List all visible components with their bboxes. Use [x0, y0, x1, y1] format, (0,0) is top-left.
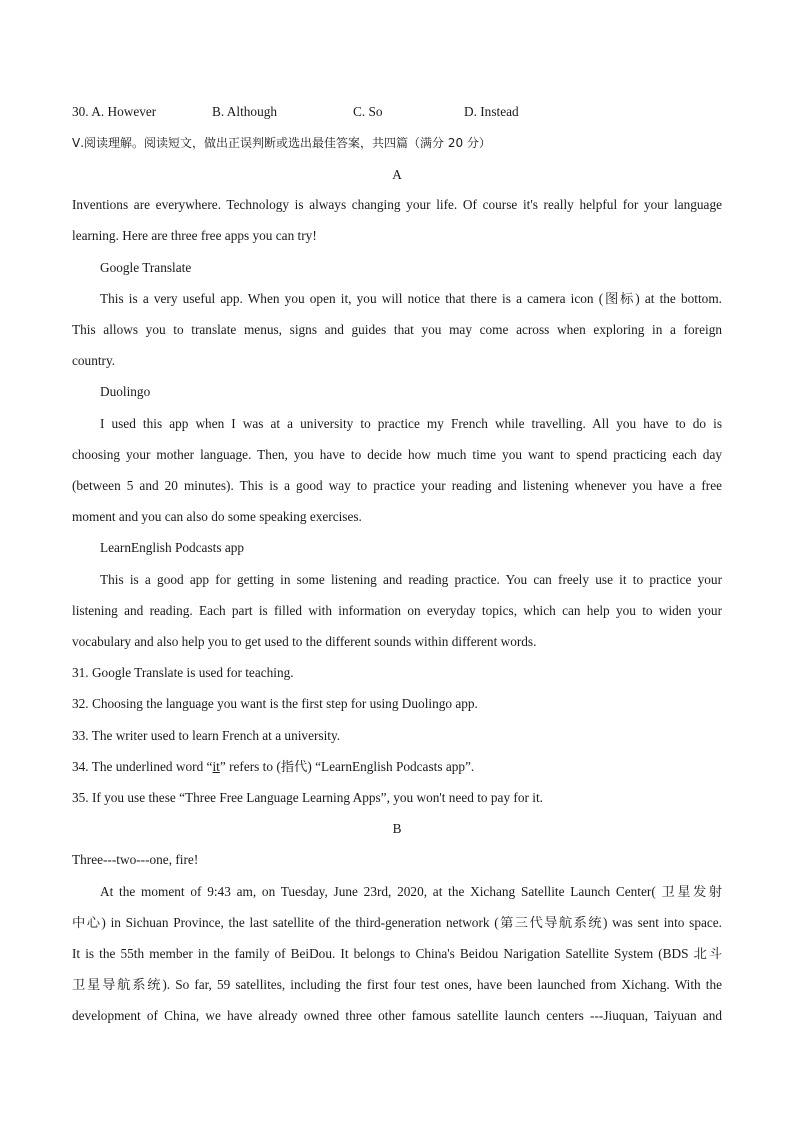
app-title-google-translate: Google Translate	[100, 260, 192, 275]
passage-a-line: vocabulary and also help you to get used to the different sounds within different words.	[72, 634, 537, 649]
passage-a-line: This allows you to translate menus, signs and guides that you may come across when exploring in a foreign	[72, 322, 722, 337]
question-32: 32. Choosing the language you want is the first step for using Duolingo app.	[72, 696, 478, 711]
passage-b-line: 中心) in Sichuan Province, the last satellite of the third-generation network (第三代导航系统) was sent into space.	[72, 915, 722, 930]
q30-option-d: D. Instead	[464, 104, 519, 119]
passage-a-line: This is a good app for getting in some listening and reading practice. You can freely use it to practice your	[100, 572, 722, 587]
q30-option-c: C. So	[353, 104, 383, 119]
app-title-learnenglish: LearnEnglish Podcasts app	[100, 540, 245, 555]
passage-a-line: listening and reading. Each part is filled with information on everyday topics, which can help you to widen your	[72, 603, 722, 618]
app-title-duolingo: Duolingo	[100, 384, 151, 399]
question-33: 33. The writer used to learn French at a university.	[72, 728, 341, 743]
question-31: 31. Google Translate is used for teaching.	[72, 665, 294, 680]
passage-a-line: This is a very useful app. When you open it, you will notice that there is a camera icon (图标) at the bottom.	[100, 291, 722, 306]
question-35: 35. If you use these “Three Free Language Learning Apps”, you won't need to pay for it.	[72, 790, 543, 805]
q30-option-a: 30. A. However	[72, 104, 157, 119]
passage-b-line: Three---two---one, fire!	[72, 852, 199, 867]
passage-a-line: moment and you can also do some speaking exercises.	[72, 509, 362, 524]
passage-b-line: 卫星导航系统). So far, 59 satellites, including the first four test ones, have been launched from Xichang. With the	[72, 977, 722, 992]
passage-a-line: country.	[72, 353, 116, 368]
passage-b-line: At the moment of 9:43 am, on Tuesday, June 23rd, 2020, at the Xichang Satellite Launch Center( 卫星发射	[100, 884, 722, 899]
passage-a-line: learning. Here are three free apps you can try!	[72, 228, 317, 243]
question-34: 34. The underlined word “it” refers to (指代) “LearnEnglish Podcasts app”.	[72, 759, 475, 774]
passage-a-line: Inventions are everywhere. Technology is always changing your life. Of course it's really helpful for your language	[72, 197, 722, 212]
underlined-word-it: it	[212, 759, 220, 774]
passage-a-label: A	[392, 167, 402, 182]
passage-b-line: development of China, we have already owned three other famous satellite launch centers ---Jiuquan, Taiyuan and	[72, 1008, 722, 1023]
passage-b-line: It is the 55th member in the family of BeiDou. It belongs to China's Beidou Narigation Satellite System (BDS 北斗	[72, 946, 722, 961]
passage-b-label: B	[392, 821, 402, 836]
section-heading: Ⅴ.阅读理解。阅读短文，做出正误判断或选出最佳答案，共四篇（满分 20 分）	[72, 136, 491, 150]
q30-option-b: B. Although	[212, 104, 278, 119]
passage-a-line: (between 5 and 20 minutes). This is a good way to practice your reading and listening whenever you have a free	[72, 478, 722, 493]
passage-a-line: I used this app when I was at a university to practice my French while travelling. All you have to do is	[100, 416, 722, 431]
passage-a-line: choosing your mother language. Then, you have to decide how much time you want to spend practicing each day	[72, 447, 722, 462]
